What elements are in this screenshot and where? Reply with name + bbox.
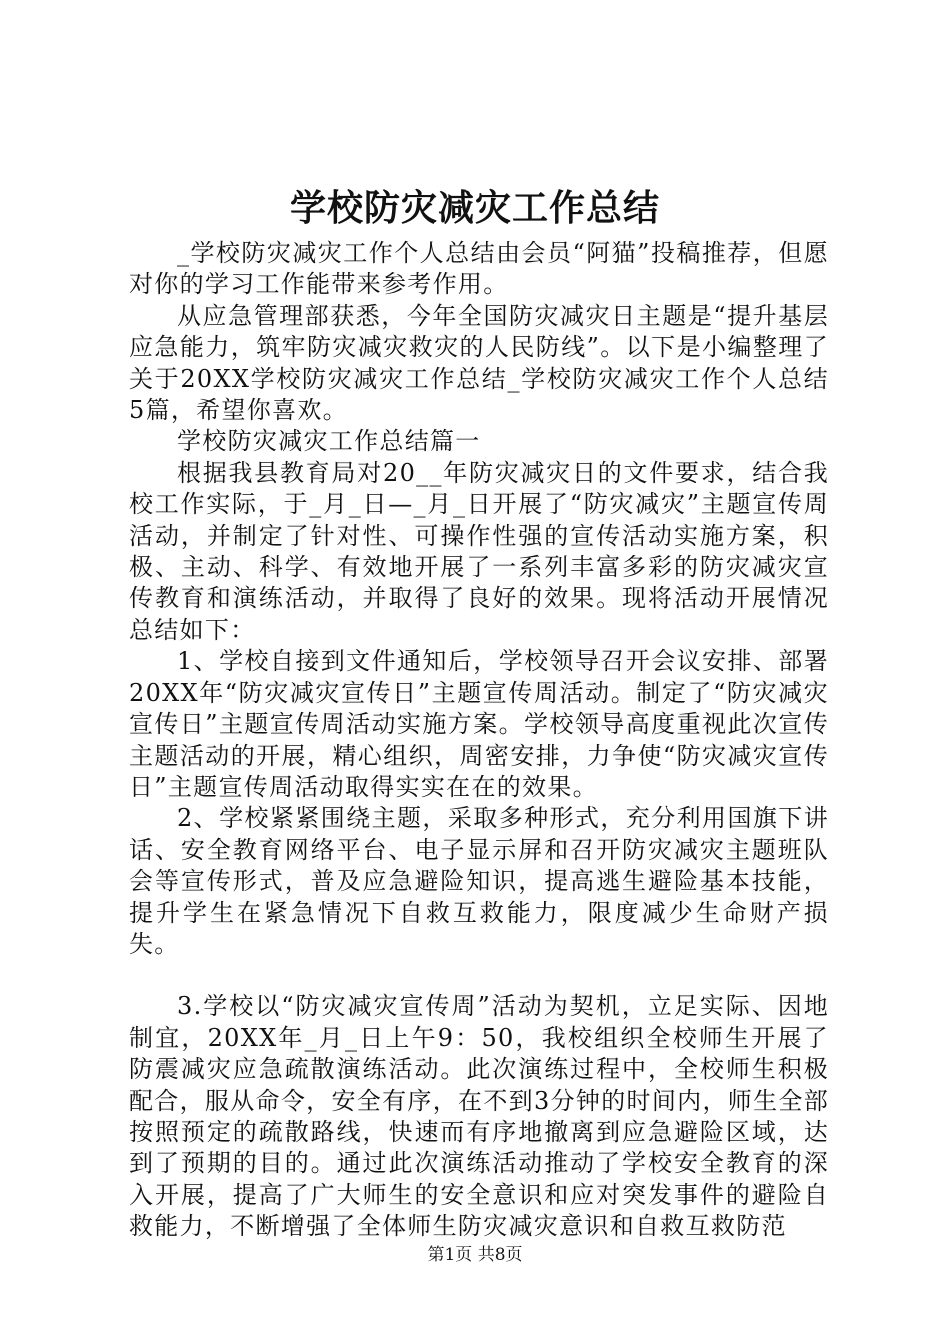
page-footer: 第1页 共8页 [427, 1245, 523, 1265]
paragraph-intro: _学校防灾减灾工作个人总结由会员“阿猫”投稿推荐，但愿对你的学习工作能带来参考作用。 [129, 239, 829, 299]
paragraph-item-2: 2、学校紧紧围绕主题，采取多种形式，充分利用国旗下讲话、安全教育网络平台、电子显示屏和召开防灾减灾主题班队会等宣传形式，普及应急避险知识，提高逃生避险基本技能，提升学生在紧急情况下自救互救能力，限度减少生命财产损失。 [129, 804, 829, 958]
paragraph-theme: 从应急管理部获悉，今年全国防灾减灾日主题是“提升基层应急能力，筑牢防灾减灾救灾的人民防线”。以下是小编整理了关于20XX学校防灾减灾工作总结_学校防灾减灾工作个人总结5篇，希望你喜欢。 [129, 301, 829, 425]
document-title: 学校防灾减灾工作总结 [289, 187, 660, 229]
section-heading: 学校防灾减灾工作总结篇一 [177, 427, 481, 456]
paragraph-item-3: 3.学校以“防灾减灾宣传周”活动为契机，立足实际、因地制宜，20XX年_月_日上午9：50，我校组织全校师生开展了防震减灾应急疏散演练活动。此次演练过程中，全校师生积极配合，服从命令，安全有序，在不到3分钟的时间内，师生全部按照预定的疏散路线，快速而有序地撤离到应急避险区域，达到了预期的目的。通过此次演练活动推动了学校安全教育的深入开展，提高了广大师生的安全意识和应对突发事件的避险自救能力，不断增强了全体师生防灾减灾意识和自救互救防范 [129, 992, 829, 1241]
document-body [129, 238, 829, 1243]
paragraph-item-1: 1、学校自接到文件通知后，学校领导召开会议安排、部署20XX年“防灾减灾宣传日”主题宣传周活动。制定了“防灾减灾宣传日”主题宣传周活动实施方案。学校领导高度重视此次宣传主题活动的开展，精心组织，周密安排，力争使“防灾减灾宣传日”主题宣传周活动取得实实在在的效果。 [129, 647, 829, 801]
paragraph-overview: 根据我县教育局对20__年防灾减灾日的文件要求，结合我校工作实际，于_月_日—_月_日开展了“防灾减灾”主题宣传周活动，并制定了针对性、可操作性强的宣传活动实施方案，积极、主动、科学、有效地开展了一系列丰富多彩的防灾减灾宣传教育和演练活动，并取得了良好的效果。现将活动开展情况总结如下： [129, 458, 829, 644]
